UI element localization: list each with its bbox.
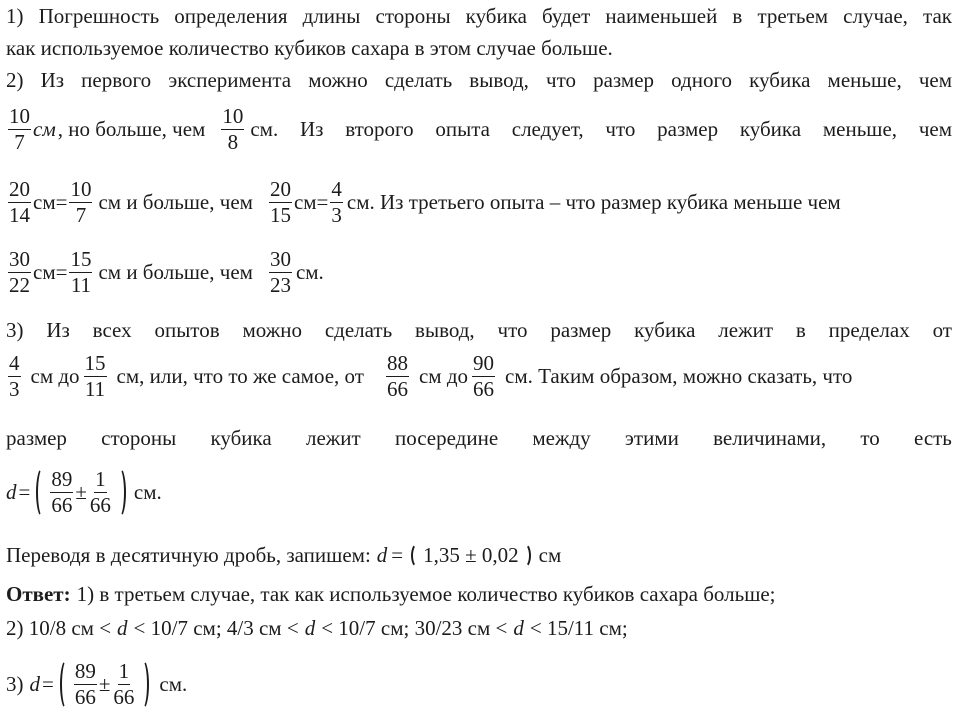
fraction-10-8: $\frac{10}{8}$: [222, 103, 244, 154]
line-9-word: лежит: [305, 426, 361, 450]
answer-2-part-a: 2) 10/8 см <: [6, 616, 112, 640]
fraction-1-66: $\frac{1}{66}$: [113, 658, 135, 709]
line-7: [6, 320, 952, 341]
fraction-20-14: $\frac{20}{14}$: [9, 176, 30, 227]
variable-d: d: [117, 616, 128, 640]
line-13: [6, 618, 952, 639]
cm-equals: см=: [293, 189, 329, 214]
line-9-word: величинами,: [713, 426, 827, 450]
fraction-20-15: $\frac{20}{15}$: [269, 176, 291, 227]
equals-sign: =: [18, 479, 31, 504]
parenthesized-expression: [411, 542, 531, 567]
answer-2-part-e: < 15/11 см;: [529, 616, 628, 640]
line-12: [6, 584, 952, 605]
fraction-10-7: $\frac{10}{7}$: [70, 176, 92, 227]
unit-cm: см.: [133, 479, 162, 504]
answer-3-number: 3): [6, 671, 24, 696]
plus-minus-sign: ±: [98, 671, 111, 696]
variable-d: d: [376, 542, 388, 567]
variable-d: d: [29, 671, 40, 696]
line-1-text: 1) Погрешность определения длины стороны кубика будет наименьшей в третьем случае, так: [6, 4, 952, 28]
cm-equals: см=: [33, 259, 68, 284]
line-8: [6, 350, 952, 402]
unit-cm: см: [33, 116, 56, 141]
line-10: [6, 462, 952, 522]
variable-d: d: [513, 616, 524, 640]
line-2: [6, 38, 952, 59]
fraction-30-22: $\frac{30}{22}$: [9, 246, 30, 297]
fraction-15-11: $\frac{15}{11}$: [84, 350, 106, 401]
line-9: [6, 428, 952, 449]
fraction-30-23: $\frac{30}{23}$: [269, 246, 291, 297]
line-9-word: то: [860, 426, 880, 450]
line-8-text-2: см, или, что то же самое, от: [116, 363, 364, 388]
answer-2-part-c: < 10/7 см; 30/23 см <: [321, 616, 508, 640]
fraction-10-7: $\frac{10}{7}$: [9, 103, 30, 154]
line-9-word: есть: [913, 426, 952, 450]
line-7-text: 3) Из всех опытов можно сделать вывод, что размер кубика лежит в пределах от: [6, 318, 952, 342]
unit-cm: см: [538, 542, 562, 567]
variable-d: d: [6, 479, 17, 504]
fraction-1-66: $\frac{1}{66}$: [89, 466, 111, 517]
cm-equals: см=: [33, 189, 68, 214]
unit-cm: см.: [159, 671, 188, 696]
variable-d: d: [304, 616, 316, 640]
line-8-text-1: см до: [30, 363, 80, 388]
plus-minus-sign: ±: [75, 479, 87, 504]
line-9-word: размер: [6, 426, 67, 450]
fraction-88-66: $\frac{88}{66}$: [386, 350, 408, 401]
line-2-text: как используемое количество кубиков сахара в этом случае больше.: [6, 36, 613, 60]
line-9-word: посередине: [394, 426, 499, 450]
line-11-text: Переводя в десятичную дробь, запишем:: [6, 542, 371, 567]
line-4-rest-text: см. Из второго опыта следует, что размер кубика меньше, чем: [250, 116, 952, 141]
fraction-89-66: $\frac{89}{66}$: [51, 466, 73, 517]
line-5: [6, 176, 952, 228]
fraction-90-66: $\frac{90}{66}$: [473, 350, 494, 401]
equals-sign: =: [42, 671, 54, 696]
line-9-word: между: [532, 426, 591, 450]
parenthesized-expression: [36, 466, 126, 517]
line-6-rest-text: см.: [295, 259, 324, 284]
result-value: 1,35 ± 0,02: [423, 542, 519, 567]
parenthesized-expression: [60, 658, 150, 709]
line-11: [6, 540, 952, 570]
line-4-mid-text: , но больше, чем: [57, 116, 206, 141]
answer-2-part-b: < 10/7 см; 4/3 см <: [133, 616, 299, 640]
line-5-mid-text: см и больше, чем: [98, 189, 253, 214]
answer-1-text: 1) в третьем случае, так как используемое количество кубиков сахара больше;: [76, 582, 776, 606]
line-6: [6, 246, 952, 298]
answer-label: Ответ:: [6, 582, 71, 606]
line-14: [6, 654, 952, 714]
fraction-4-3: $\frac{4}{3}$: [331, 176, 342, 227]
line-3: [6, 70, 952, 91]
line-6-mid-text: см и больше, чем: [98, 259, 253, 284]
line-5-rest-text: см. Из третьего опыта – что размер кубика меньше чем: [346, 189, 841, 214]
equals-sign: =: [391, 542, 404, 567]
line-1: [6, 6, 952, 27]
line-4: [6, 104, 952, 154]
line-8-text-4: см. Таким образом, можно сказать, что: [505, 363, 853, 388]
fraction-4-3: $\frac{4}{3}$: [9, 350, 20, 401]
line-8-text-3: см до: [418, 363, 468, 388]
line-3-text: 2) Из первого эксперимента можно сделать вывод, что размер одного кубика меньше, чем: [6, 68, 952, 92]
line-9-word: кубика: [210, 426, 272, 450]
line-9-word: стороны: [101, 426, 177, 450]
fraction-15-11: $\frac{15}{11}$: [70, 246, 92, 297]
fraction-89-66: $\frac{89}{66}$: [74, 658, 96, 709]
line-9-word: этими: [624, 426, 679, 450]
